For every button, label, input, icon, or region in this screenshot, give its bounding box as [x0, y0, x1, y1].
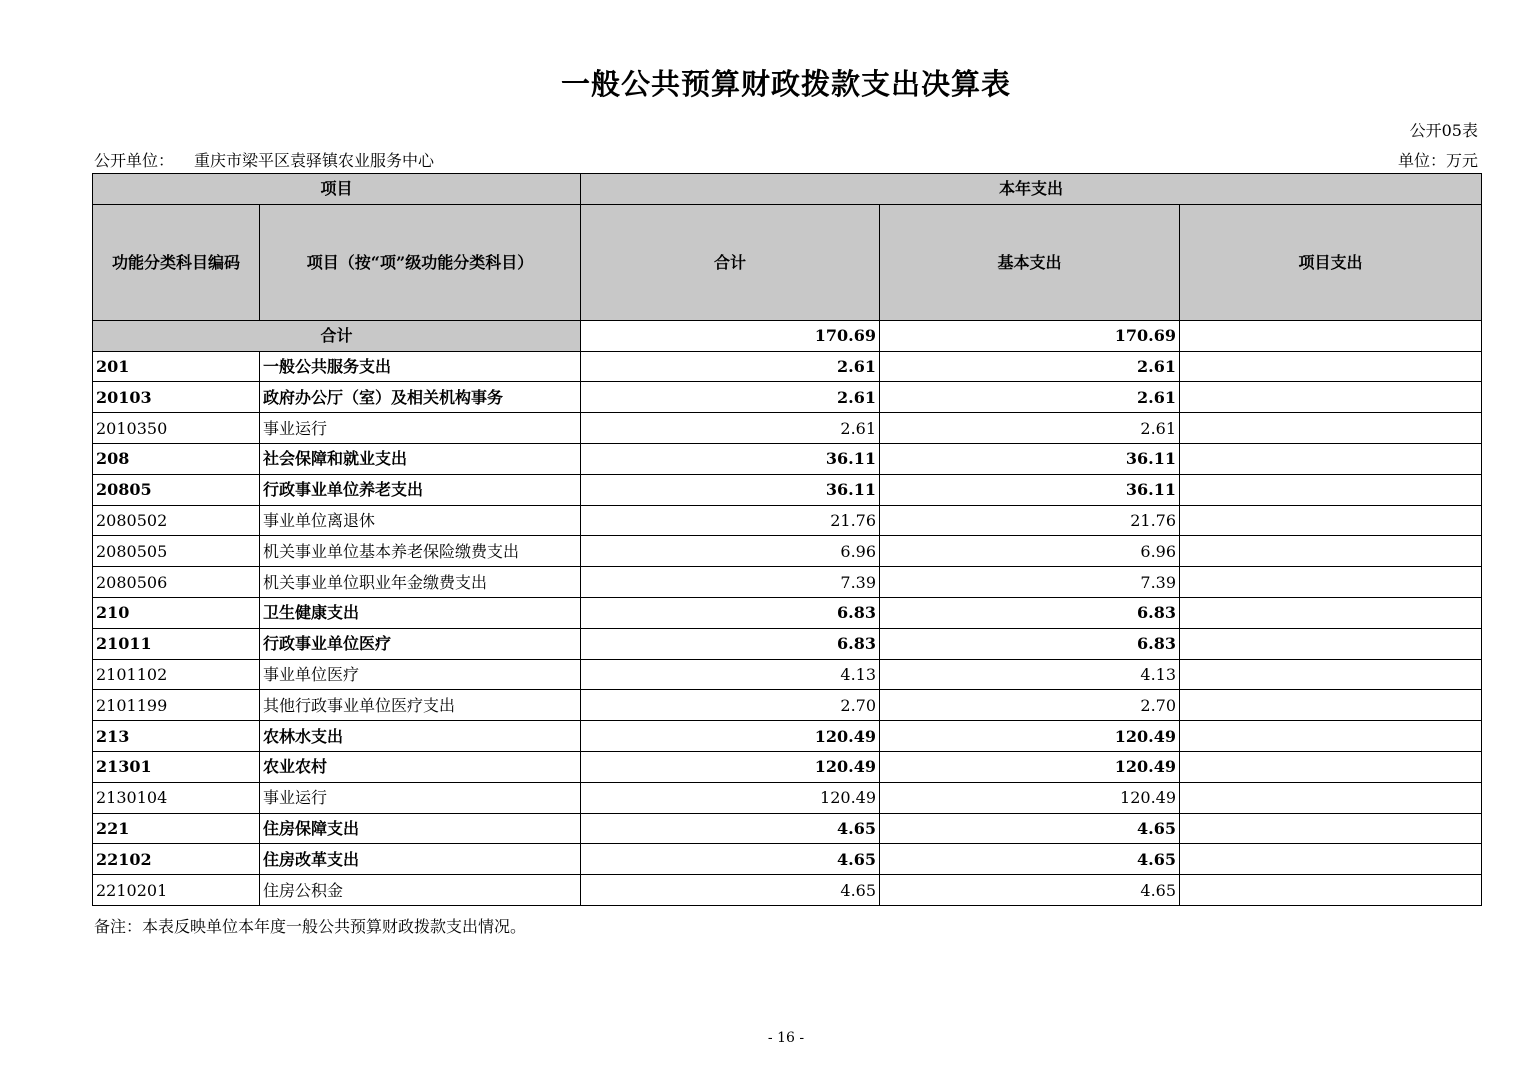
unit-label: 公开单位： [94, 151, 175, 170]
table-row [93, 813, 1482, 844]
cell-basic: 6.83 [880, 628, 1180, 659]
page-number: - 16 - [767, 1030, 805, 1046]
total-sum: 170.69 [581, 320, 880, 351]
header-group-year: 本年支出 [581, 174, 1482, 205]
cell-code: 20103 [93, 382, 260, 413]
form-number: 公开05表 [1409, 121, 1478, 140]
cell-basic: 120.49 [880, 782, 1180, 813]
table-row [93, 782, 1482, 813]
cell-project [1180, 443, 1482, 474]
cell-project [1180, 875, 1482, 906]
cell-code: 201 [93, 351, 260, 382]
cell-code: 2080506 [93, 567, 260, 598]
header-name: 项目（按“项”级功能分类科目） [260, 204, 581, 320]
cell-code: 2101102 [93, 659, 260, 690]
cell-total: 2.61 [581, 382, 880, 413]
cell-code: 20805 [93, 474, 260, 505]
cell-basic: 4.65 [880, 875, 1180, 906]
cell-basic: 120.49 [880, 721, 1180, 752]
cell-total: 21.76 [581, 505, 880, 536]
table-row [93, 690, 1482, 721]
header-project: 项目支出 [1180, 204, 1482, 320]
page-title: 一般公共预算财政拨款支出决算表 [560, 67, 1011, 101]
table-row [93, 474, 1482, 505]
cell-code: 22102 [93, 844, 260, 875]
cell-basic: 2.61 [880, 382, 1180, 413]
table-row [93, 567, 1482, 598]
unit-name: 重庆市梁平区袁驿镇农业服务中心 [194, 151, 435, 170]
cell-project [1180, 474, 1482, 505]
cell-total: 4.65 [581, 844, 880, 875]
cell-basic: 4.65 [880, 844, 1180, 875]
header-total: 合计 [581, 204, 880, 320]
cell-total: 2.70 [581, 690, 880, 721]
cell-basic: 2.70 [880, 690, 1180, 721]
cell-name: 行政事业单位医疗 [260, 628, 581, 659]
cell-code: 213 [93, 721, 260, 752]
cell-basic: 21.76 [880, 505, 1180, 536]
cell-project [1180, 813, 1482, 844]
cell-basic: 2.61 [880, 413, 1180, 444]
table-row [93, 413, 1482, 444]
cell-project [1180, 690, 1482, 721]
table-row [93, 536, 1482, 567]
cell-basic: 4.65 [880, 813, 1180, 844]
cell-total: 4.13 [581, 659, 880, 690]
cell-project [1180, 597, 1482, 628]
cell-code: 2080502 [93, 505, 260, 536]
cell-name: 事业运行 [260, 782, 581, 813]
cell-name: 事业单位离退休 [260, 505, 581, 536]
table-row [93, 659, 1482, 690]
cell-code: 2101199 [93, 690, 260, 721]
cell-code: 21301 [93, 751, 260, 782]
cell-name: 事业运行 [260, 413, 581, 444]
total-project [1180, 320, 1482, 351]
cell-project [1180, 659, 1482, 690]
cell-name: 卫生健康支出 [260, 597, 581, 628]
reporting-unit [94, 148, 434, 171]
cell-project [1180, 844, 1482, 875]
table-row [93, 382, 1482, 413]
table-row [93, 597, 1482, 628]
cell-name: 机关事业单位基本养老保险缴费支出 [260, 536, 581, 567]
cell-name: 住房改革支出 [260, 844, 581, 875]
cell-name: 机关事业单位职业年金缴费支出 [260, 567, 581, 598]
table-row [93, 351, 1482, 382]
cell-total: 6.83 [581, 628, 880, 659]
cell-total: 2.61 [581, 351, 880, 382]
table-row [93, 628, 1482, 659]
table-row [93, 751, 1482, 782]
total-label: 合计 [93, 320, 581, 351]
cell-project [1180, 628, 1482, 659]
total-row [93, 320, 1482, 351]
cell-project [1180, 782, 1482, 813]
cell-total: 120.49 [581, 751, 880, 782]
cell-project [1180, 751, 1482, 782]
cell-basic: 36.11 [880, 443, 1180, 474]
table-row [93, 505, 1482, 536]
table-row [93, 844, 1482, 875]
cell-basic: 2.61 [880, 351, 1180, 382]
cell-project [1180, 536, 1482, 567]
cell-name: 行政事业单位养老支出 [260, 474, 581, 505]
cell-name: 政府办公厅（室）及相关机构事务 [260, 382, 581, 413]
cell-basic: 6.83 [880, 597, 1180, 628]
table-row [93, 721, 1482, 752]
cell-project [1180, 721, 1482, 752]
cell-basic: 36.11 [880, 474, 1180, 505]
cell-total: 36.11 [581, 474, 880, 505]
header-basic: 基本支出 [880, 204, 1180, 320]
cell-name: 农业农村 [260, 751, 581, 782]
cell-total: 4.65 [581, 875, 880, 906]
cell-code: 221 [93, 813, 260, 844]
cell-total: 4.65 [581, 813, 880, 844]
cell-name: 社会保障和就业支出 [260, 443, 581, 474]
cell-code: 2210201 [93, 875, 260, 906]
cell-code: 210 [93, 597, 260, 628]
cell-total: 6.96 [581, 536, 880, 567]
total-basic: 170.69 [880, 320, 1180, 351]
cell-basic: 4.13 [880, 659, 1180, 690]
table-row [93, 875, 1482, 906]
money-unit: 单位：万元 [1397, 151, 1478, 170]
header-group-item: 项目 [93, 174, 581, 205]
cell-basic: 120.49 [880, 751, 1180, 782]
cell-total: 2.61 [581, 413, 880, 444]
cell-code: 208 [93, 443, 260, 474]
cell-code: 2130104 [93, 782, 260, 813]
cell-name: 其他行政事业单位医疗支出 [260, 690, 581, 721]
cell-project [1180, 413, 1482, 444]
cell-total: 120.49 [581, 782, 880, 813]
cell-project [1180, 567, 1482, 598]
cell-basic: 7.39 [880, 567, 1180, 598]
cell-name: 农林水支出 [260, 721, 581, 752]
cell-total: 120.49 [581, 721, 880, 752]
footnote: 备注：本表反映单位本年度一般公共预算财政拨款支出情况。 [94, 917, 527, 936]
cell-name: 事业单位医疗 [260, 659, 581, 690]
cell-project [1180, 382, 1482, 413]
cell-total: 7.39 [581, 567, 880, 598]
cell-code: 2010350 [93, 413, 260, 444]
cell-basic: 6.96 [880, 536, 1180, 567]
cell-code: 21011 [93, 628, 260, 659]
cell-name: 住房保障支出 [260, 813, 581, 844]
cell-project [1180, 505, 1482, 536]
cell-code: 2080505 [93, 536, 260, 567]
expenditure-table [92, 173, 1482, 906]
cell-name: 一般公共服务支出 [260, 351, 581, 382]
cell-name: 住房公积金 [260, 875, 581, 906]
header-code: 功能分类科目编码 [93, 204, 260, 320]
cell-total: 6.83 [581, 597, 880, 628]
cell-project [1180, 351, 1482, 382]
table-row [93, 443, 1482, 474]
cell-total: 36.11 [581, 443, 880, 474]
